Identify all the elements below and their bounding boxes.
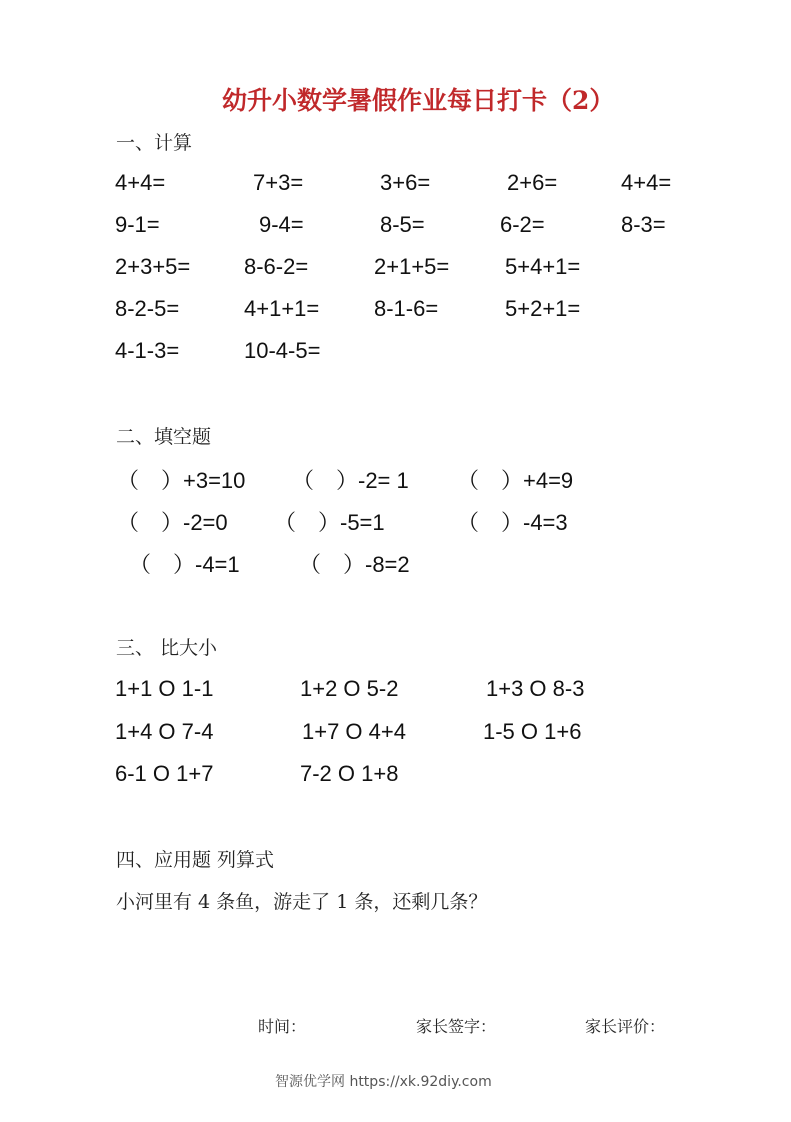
section-4-heading: 四、应用题 列算式	[116, 849, 275, 871]
calc-item: 2+1+5=	[374, 254, 450, 279]
calc-item: 4+4=	[621, 170, 672, 195]
calc-item: 9-1=	[115, 212, 160, 237]
compare-item: 7-2 O 1+8	[300, 761, 399, 786]
section-3-heading: 三、 比大小	[116, 637, 218, 659]
section-2-heading: 二、填空题	[116, 426, 212, 448]
calc-item: 5+2+1=	[505, 296, 581, 321]
fill-blank-item: （ ）+3=10	[117, 468, 246, 493]
calc-item: 2+3+5=	[115, 254, 191, 279]
page-title: 幼升小数学暑假作业每日打卡（2）	[222, 86, 615, 115]
fill-blank-item: （ ）-4=3	[457, 510, 568, 535]
calc-item: 6-2=	[500, 212, 545, 237]
calc-item: 4+4=	[115, 170, 166, 195]
calc-item: 4-1-3=	[115, 338, 180, 363]
fill-blank-item: （ ）-2= 1	[292, 468, 409, 493]
calc-item: 8-5=	[380, 212, 425, 237]
compare-item: 1+1 O 1-1	[115, 676, 214, 701]
section-1-heading: 一、计算	[116, 132, 193, 154]
calc-item: 3+6=	[380, 170, 431, 195]
fill-blank-item: （ ）-4=1	[129, 552, 240, 577]
calc-item: 5+4+1=	[505, 254, 581, 279]
calc-item: 10-4-5=	[244, 338, 321, 363]
calc-item: 9-4=	[259, 212, 304, 237]
fill-blank-item: （ ）-5=1	[274, 510, 385, 535]
watermark: 智源优学网 https://xk.92diy.com	[275, 1074, 492, 1090]
calc-item: 8-6-2=	[244, 254, 309, 279]
calc-item: 8-3=	[621, 212, 666, 237]
compare-item: 1+2 O 5-2	[300, 676, 399, 701]
compare-item: 1-5 O 1+6	[483, 719, 582, 744]
calc-item: 2+6=	[507, 170, 558, 195]
calc-item: 7+3=	[253, 170, 304, 195]
compare-item: 1+3 O 8-3	[486, 676, 585, 701]
word-problem: 小河里有 4 条鱼，游走了 1 条，还剩几条？	[116, 891, 488, 913]
fill-blank-item: （ ）-2=0	[117, 510, 228, 535]
fill-blank-item: （ ）+4=9	[457, 468, 574, 493]
compare-item: 1+7 O 4+4	[302, 719, 406, 744]
calc-item: 4+1+1=	[244, 296, 320, 321]
calc-item: 8-2-5=	[115, 296, 180, 321]
fill-blank-item: （ ）-8=2	[299, 552, 410, 577]
footer-time-label: 时间：	[258, 1017, 307, 1036]
calc-item: 8-1-6=	[374, 296, 439, 321]
footer-parent-sign-label: 家长签字：	[416, 1017, 497, 1036]
compare-item: 1+4 O 7-4	[115, 719, 214, 744]
footer-parent-eval-label: 家长评价：	[585, 1017, 666, 1036]
compare-item: 6-1 O 1+7	[115, 761, 214, 786]
